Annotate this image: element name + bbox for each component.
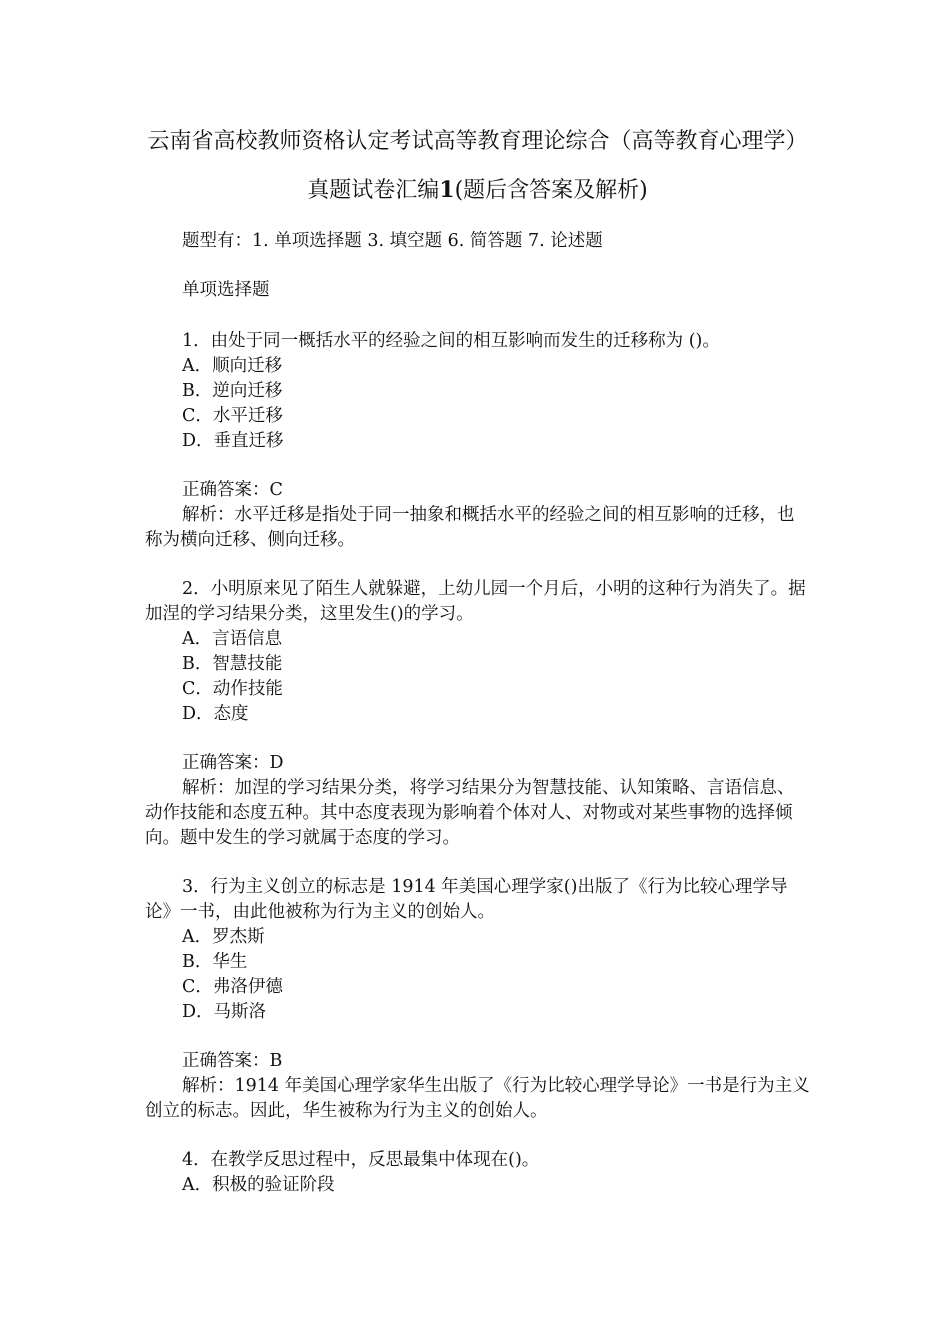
question-block-2 <box>145 577 810 851</box>
answer-analysis: 解析：加涅的学习结果分类，将学习结果分为智慧技能、认知策略、言语信息、动作技能和态度五种。其中态度表现为影响着个体对人、对物或对某些事物的选择倾向。题中发生的学习就属于态度的学习。 <box>145 778 795 848</box>
question-stem: 1．由处于同一概括水平的经验之间的相互影响而发生的迁移称为 ()。 <box>182 331 720 351</box>
question-option: A．顺向迁移 <box>182 356 283 376</box>
title-line-2-number: 1 <box>439 177 455 203</box>
document-title <box>145 118 810 215</box>
title-line-2-prefix: 真题试卷汇编 <box>307 178 440 203</box>
document-page <box>145 118 810 1198</box>
correct-answer: 正确答案：D <box>182 753 284 773</box>
question-option: D．马斯洛 <box>182 1002 267 1022</box>
question-option: C．水平迁移 <box>182 406 283 426</box>
question-stem: 4．在教学反思过程中，反思最集中体现在()。 <box>182 1150 540 1170</box>
question-option: D．态度 <box>182 704 249 724</box>
section-heading: 单项选择题 <box>182 280 270 300</box>
question-option: C．动作技能 <box>182 679 283 699</box>
question-option: B．逆向迁移 <box>182 381 283 401</box>
question-stem: 3．行为主义创立的标志是 1914 年美国心理学家()出版了《行为比较心理学导论》一书，由此他被称为行为主义的创始人。 <box>145 877 788 922</box>
answer-analysis: 解析：水平迁移是指处于同一抽象和概括水平的经验之间的相互影响的迁移，也称为横向迁移、侧向迁移。 <box>145 505 795 550</box>
question-option: A．积极的验证阶段 <box>182 1175 335 1195</box>
title-line-1: 云南省高校教师资格认定考试高等教育理论综合（高等教育心理学） <box>147 129 808 154</box>
question-option: B．华生 <box>182 952 248 972</box>
title-line-2-suffix: (题后含答案及解析) <box>454 178 648 203</box>
correct-answer: 正确答案：B <box>182 1051 283 1071</box>
question-types-intro: 题型有：1. 单项选择题 3. 填空题 6. 简答题 7. 论述题 <box>182 231 603 251</box>
question-stem: 2．小明原来见了陌生人就躲避，上幼儿园一个月后，小明的这种行为消失了。据加涅的学习结果分类，这里发生()的学习。 <box>145 579 806 624</box>
answer-analysis: 解析：1914 年美国心理学家华生出版了《行为比较心理学导论》一书是行为主义创立的标志。因此，华生被称为行为主义的创始人。 <box>145 1076 810 1121</box>
question-block-3 <box>145 875 810 1124</box>
question-block-1 <box>145 329 810 553</box>
question-option: B．智慧技能 <box>182 654 283 674</box>
question-option: C．弗洛伊德 <box>182 977 283 997</box>
question-option: A．言语信息 <box>182 629 283 649</box>
question-block-4 <box>145 1148 810 1198</box>
correct-answer: 正确答案：C <box>182 480 283 500</box>
question-option: A．罗杰斯 <box>182 927 265 947</box>
question-option: D．垂直迁移 <box>182 431 284 451</box>
